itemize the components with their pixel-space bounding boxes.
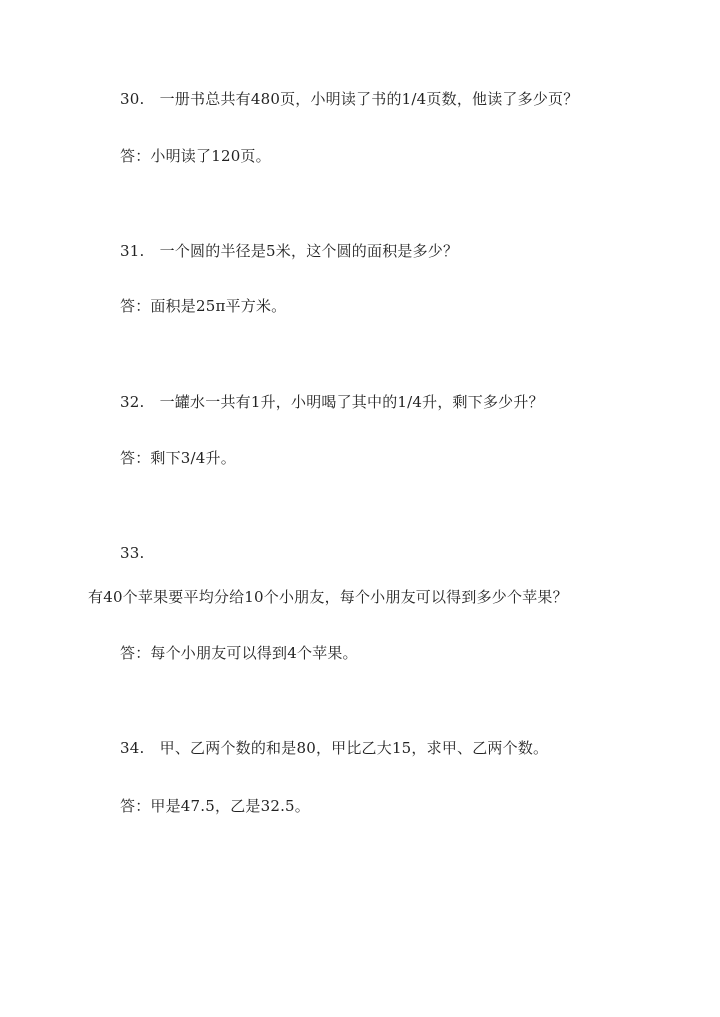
answer-34: 答：甲是47.5，乙是32.5。 <box>120 797 310 815</box>
answer-32: 答：剩下3/4升。 <box>120 449 236 467</box>
answer-33: 答：每个小朋友可以得到4个苹果。 <box>120 644 358 662</box>
answer-31: 答：面积是25π平方米。 <box>120 297 287 315</box>
question-32: 32. 一罐水一共有1升，小明喝了其中的1/4升，剩下多少升？ <box>120 393 544 411</box>
question-30: 30. 一册书总共有480页，小明读了书的1/4页数，他读了多少页？ <box>120 90 579 108</box>
question-34: 34. 甲、乙两个数的和是80，甲比乙大15，求甲、乙两个数。 <box>120 739 549 757</box>
question-31: 31. 一个圆的半径是5米，这个圆的面积是多少？ <box>120 242 459 260</box>
question-33-number: 33. <box>120 544 145 562</box>
answer-30: 答：小明读了120页。 <box>120 147 271 165</box>
question-33: 有40个苹果要平均分给10个小朋友，每个小朋友可以得到多少个苹果？ <box>88 588 568 606</box>
